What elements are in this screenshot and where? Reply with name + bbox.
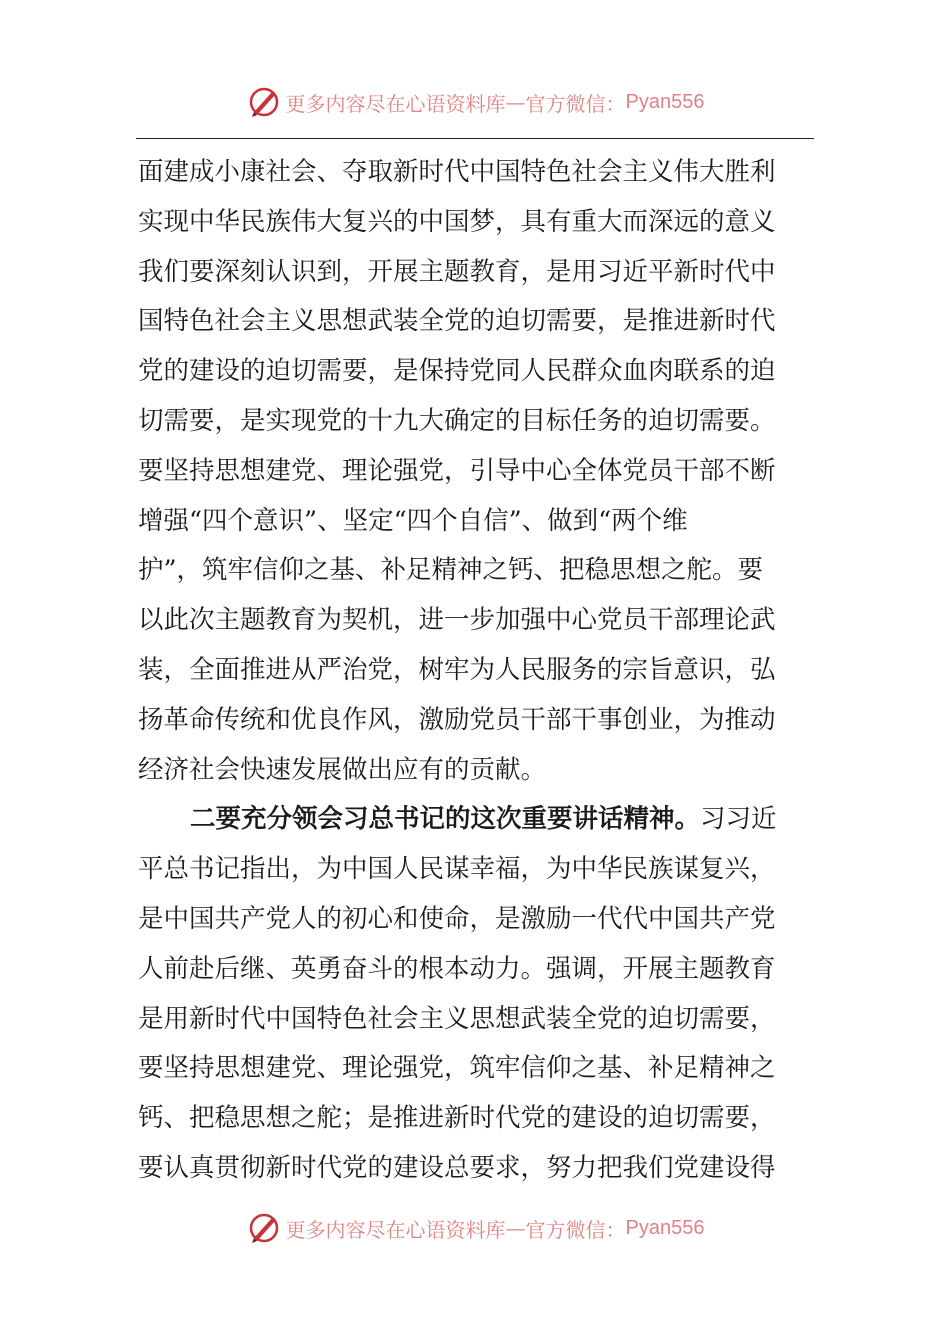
- banner-wechat-id: Pyan556: [625, 90, 705, 113]
- page-footer-banner: [0, 1208, 950, 1248]
- body-line: 切需要，是实现党的十九大确定的目标任务的迫切需要。: [138, 405, 776, 436]
- paragraph-2-first-line: [138, 795, 814, 845]
- body-line: 是用新时代中国特色社会主义思想武装全党的迫切需要，: [138, 1003, 776, 1034]
- banner-separator: —: [505, 1216, 526, 1240]
- body-line: 实现中华民族伟大复兴的中国梦，具有重大而深远的意义: [138, 206, 776, 237]
- banner-wechat-label: 官方微信：: [525, 91, 626, 116]
- body-line: 要坚持思想建党、理论强党，引导中心全体党员干部不断: [138, 455, 776, 486]
- body-line: 国特色社会主义思想武装全党的迫切需要，是推进新时代: [138, 306, 776, 337]
- body-line: 人前赴后继、英勇奋斗的根本动力。强调，开展主题教育: [138, 953, 776, 984]
- banner-wechat-id: Pyan556: [625, 1216, 705, 1239]
- body-line: 面建成小康社会、夺取新时代中国特色社会主义伟大胜利: [138, 157, 776, 187]
- banner-wechat-label: 官方微信：: [525, 1217, 626, 1242]
- body-line: 我们要深刻认识到，开展主题教育，是用习近平新时代中: [138, 256, 776, 287]
- body-line: 装，全面推进从严治党，树牢为人民服务的宗旨意识，弘: [138, 654, 776, 685]
- body-line: 党的建设的迫切需要，是保持党同人民群众血肉联系的迫: [138, 356, 776, 387]
- document-body: [138, 148, 814, 1194]
- pen-logo-icon: [246, 84, 282, 120]
- body-line: 以此次主题教育为契机，进一步加强中心党员干部理论武: [138, 605, 776, 636]
- page-header-banner: [0, 82, 950, 122]
- body-line: 要认真贯彻新时代党的建设总要求，努力把我们党建设得: [138, 1152, 776, 1183]
- banner-site-text: 更多内容尽在心语资料库: [285, 91, 506, 116]
- body-line: 扬革命传统和优良作风，激励党员干部干事创业，为推动: [138, 704, 776, 735]
- pen-logo-icon: [246, 1210, 282, 1246]
- body-line: 经济社会快速发展做出应有的贡献。: [138, 754, 547, 785]
- banner-separator: —: [505, 90, 526, 114]
- body-line: 是中国共产党人的初心和使命，是激励一代代中国共产党: [138, 903, 776, 934]
- body-line: 增强“四个意识”、坚定“四个自信”、做到“两个维: [138, 505, 688, 536]
- body-line: 钙、把稳思想之舵；是推进新时代党的建设的迫切需要，: [138, 1103, 776, 1134]
- body-line: 要坚持思想建党、理论强党，筑牢信仰之基、补足精神之: [138, 1053, 776, 1084]
- body-line: 平总书记指出，为中国人民谋幸福，为中华民族谋复兴，: [138, 854, 776, 885]
- paragraph-2-first-text: 习习近: [700, 804, 777, 835]
- paragraph-2-heading: 二要充分领会习总书记的这次重要讲话精神。: [190, 804, 701, 835]
- banner-site-text: 更多内容尽在心语资料库: [285, 1217, 506, 1242]
- header-divider: [136, 138, 814, 139]
- body-line: 护”，筑牢信仰之基、补足精神之钙、把稳思想之舵。要: [138, 555, 764, 586]
